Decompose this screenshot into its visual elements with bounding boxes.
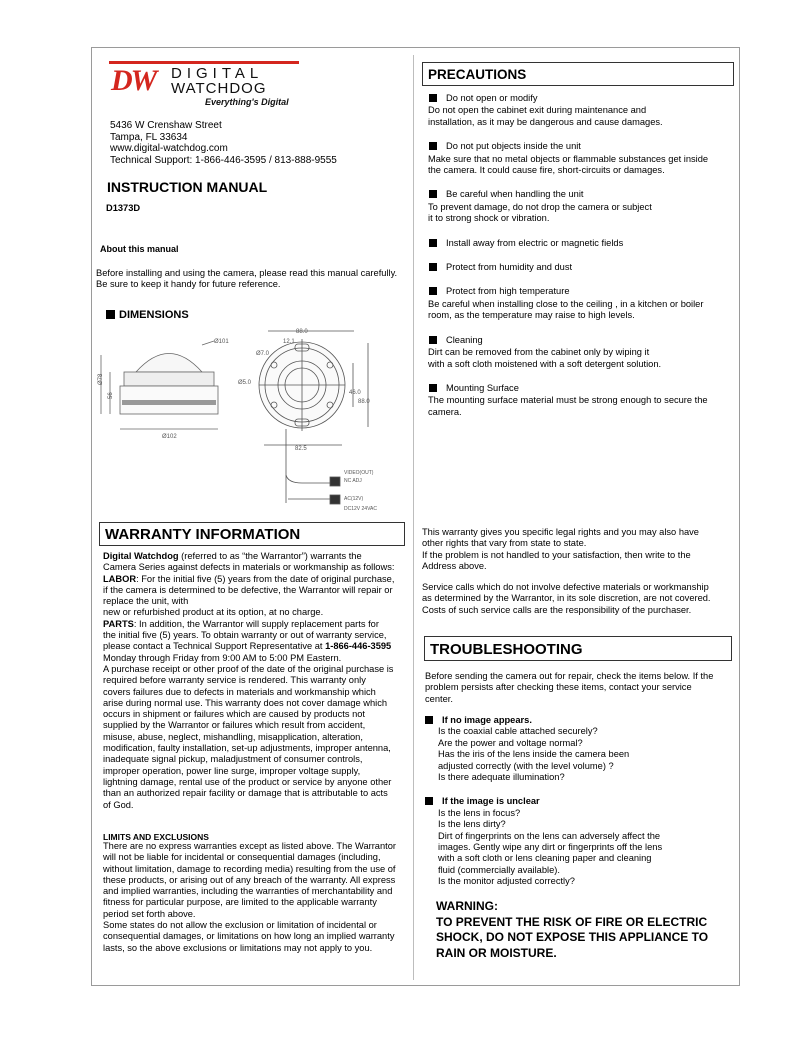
troubleshooting-heading: TROUBLESHOOTING	[430, 641, 583, 658]
service-line: Service calls which do not involve defective materials or workmanship	[422, 582, 709, 592]
precaution-title: Do not put objects inside the unit	[429, 141, 729, 152]
dim-label-hole-1: Ø7.0	[256, 351, 270, 357]
precaution-title: Protect from high temperature	[429, 286, 729, 297]
parts-label: PARTS	[103, 618, 134, 629]
precaution-text: the camera. It could cause fire, short-circuits or damages.	[428, 165, 665, 176]
precaution-title: Install away from electric or magnetic fields	[429, 238, 729, 249]
warranty-heading: WARRANTY INFORMATION	[105, 526, 301, 543]
precaution-text: Be careful when installing close to the ceiling , in a kitchen or boiler	[428, 298, 704, 309]
warranty-line: of God.	[103, 799, 134, 810]
cable-label-power-sub: DC12V 24VAC	[344, 506, 377, 512]
cable-label-video-sub: NC ADJ	[344, 478, 362, 484]
bullet-square-icon	[429, 336, 437, 344]
troubleshooting-check: Is the coaxial cable attached securely?	[438, 726, 598, 737]
precaution-title: Mounting Surface	[429, 383, 729, 394]
brand-logo	[109, 60, 299, 108]
precautions-list	[429, 93, 729, 431]
cable-label-video: VIDEO(OUT)	[344, 470, 374, 476]
precaution-text: To prevent damage, do not drop the camera or subject	[428, 201, 652, 212]
troubleshooting-group	[425, 715, 725, 783]
precaution-title: Cleaning	[429, 335, 729, 346]
warranty-line: modification, faulty installation, set-up adjustments, improper antenna,	[103, 743, 391, 754]
about-line-1: Before installing and using the camera, please read this manual carefully.	[96, 268, 398, 278]
dim-label-top-width: 88.0	[296, 329, 308, 335]
rights-text	[422, 527, 732, 573]
troubleshooting-intro	[425, 671, 735, 705]
precaution-item	[429, 93, 729, 128]
precaution-item	[429, 141, 729, 176]
troubleshooting-check: Has the iris of the lens inside the camera been	[438, 749, 630, 760]
troubleshooting-check: Are the power and voltage normal?	[438, 737, 583, 748]
about-line-2: Be sure to keep it handy for future reference.	[96, 279, 281, 290]
service-calls-text	[422, 582, 732, 616]
company-address	[110, 120, 337, 166]
manual-title: INSTRUCTION MANUAL	[107, 179, 268, 195]
warranty-line: covers failures due to defects in materials and workmanship which	[103, 686, 376, 697]
precaution-text: it to strong shock or vibration.	[428, 213, 550, 224]
precaution-item	[429, 335, 729, 370]
dim-label-base-width: Ø102	[162, 434, 177, 440]
address-city: Tampa, FL 33634	[110, 131, 188, 143]
labor-label: LABOR	[103, 573, 137, 584]
troubleshooting-check: adjusted correctly (with the level volume) ?	[438, 760, 614, 771]
cable-label-power: AC(12V)	[344, 496, 364, 502]
limits-heading: LIMITS AND EXCLUSIONS	[103, 832, 209, 842]
manual-model: D1373D	[106, 203, 141, 213]
precaution-text: room, as the temperature may raise to high levels.	[428, 310, 635, 321]
limits-line: consequential damages, or limitations on how long an implied warranty	[103, 931, 395, 942]
limits-line: lasts, so the above exclusions or limitations may not apply to you.	[103, 942, 373, 953]
warning-heading: WARNING:	[436, 899, 498, 913]
dim-label-screw-gap: 12.1	[283, 339, 295, 345]
precaution-item	[429, 238, 729, 249]
precaution-item	[429, 383, 729, 418]
logo-word-watchdog: WATCHDOG	[171, 80, 267, 97]
troubleshooting-check: Is the lens dirty?	[438, 819, 506, 830]
limits-line: will not be liable for incidental or consequential damages (including,	[103, 852, 381, 863]
dim-label-bottom: 82.5	[295, 446, 307, 452]
precaution-text: Do not open the cabinet exit during maintenance and	[428, 105, 647, 116]
warranty-line: arise during normal use. This warranty does not cover damage which	[103, 697, 388, 708]
troubleshooting-groups	[425, 715, 725, 901]
precaution-text: with a soft cloth moistened with a soft detergent solution.	[428, 358, 662, 369]
precaution-title: Do not open or modify	[429, 93, 729, 104]
precaution-title: Protect from humidity and dust	[429, 262, 729, 273]
column-divider	[413, 55, 414, 980]
troubleshooting-group-title: If the image is unclear	[425, 796, 725, 807]
bullet-square-icon	[429, 287, 437, 295]
warranty-line: supplied by the Warrantor or failures which result from accident,	[103, 720, 366, 731]
warranty-heading-box	[99, 522, 405, 546]
bullet-square-icon	[429, 94, 437, 102]
precaution-text: installation, as it may be dangerous and cause damages.	[428, 116, 663, 127]
dimensions-heading: DIMENSIONS	[106, 309, 189, 321]
warning-line-3: RAIN OR MOISTURE.	[436, 945, 557, 960]
precaution-text: The mounting surface material must be strong enough to secure the	[428, 395, 708, 406]
service-line: Costs of such service calls are the responsibility of the purchaser.	[422, 604, 692, 615]
bullet-square-icon	[429, 142, 437, 150]
precaution-text: camera.	[428, 406, 462, 417]
warrantor-name: Digital Watchdog	[103, 551, 179, 561]
dimensions-drawing	[96, 325, 396, 515]
precaution-text: Make sure that no metal objects or flammable substances get inside	[428, 153, 709, 164]
dim-label-height: Ø78	[98, 373, 104, 385]
warranty-line: A purchase receipt or other proof of the date of the original purchase is	[103, 663, 394, 674]
address-website[interactable]: www.digital-watchdog.com	[110, 143, 228, 155]
limits-line: without limitation, damage to recording media) resulting from the use of	[103, 863, 396, 874]
limits-line: Some states do not allow the exclusion or limitation of incidental or	[103, 920, 377, 931]
precaution-item	[429, 286, 729, 321]
bullet-square-icon	[429, 384, 437, 392]
troubleshooting-intro-line: center.	[425, 693, 453, 704]
warranty-line: than an authorized repair facility or damage that is attributable to acts	[103, 788, 388, 799]
dim-label-outer: 88.0	[358, 399, 370, 405]
limits-body	[103, 841, 413, 954]
bullet-square-icon	[425, 716, 433, 724]
warranty-line: inadequate signal pickup, maladjustment of consumer controls,	[103, 754, 363, 765]
logo-word-digital: DIGITAL	[171, 65, 264, 82]
dim-label-small-height: 56	[108, 392, 114, 399]
about-heading: About this manual	[100, 244, 179, 254]
limits-line: fitness for particular purpose, are limited to the applicable warranty	[103, 897, 377, 908]
warranty-line: misuse, abuse, neglect, mishandling, misapplication, alteration,	[103, 731, 363, 742]
warning-block	[436, 899, 708, 961]
bullet-square-icon	[429, 190, 437, 198]
troubleshooting-intro-line: Before sending the camera out for repair, check the items below. If the	[425, 671, 714, 681]
troubleshooting-check: Is the monitor adjusted correctly?	[438, 876, 575, 887]
warranty-line: improper operation, power line surge, improper voltage supply,	[103, 765, 361, 776]
troubleshooting-group-title: If no image appears.	[425, 715, 725, 726]
troubleshooting-check: Dirt of fingerprints on the lens can adversely affect the	[438, 830, 661, 841]
dim-label-inner: 46.0	[349, 390, 361, 396]
limits-line: and implied warranties, including the warranties of merchantability and	[103, 886, 393, 897]
warranty-line: required before warranty service is rendered. This warranty only	[103, 675, 366, 686]
precaution-item	[429, 189, 729, 224]
rights-line: If the problem is not handled to your satisfaction, then write to the	[422, 549, 691, 560]
about-text	[96, 268, 397, 291]
warranty-line: lightning damage, rental use of the product or service by anyone other	[103, 776, 392, 787]
warning-line-1: TO PREVENT THE RISK OF FIRE OR ELECTRIC	[436, 914, 708, 929]
address-support: Technical Support: 1-866-446-3595 / 813-888-9555	[110, 154, 337, 166]
service-line: as determined by the Warrantor, in its sole discretion, are not covered.	[422, 593, 711, 604]
troubleshooting-check: Is there adequate illumination?	[438, 772, 565, 783]
dim-label-top-diameter: Ø101	[214, 339, 229, 345]
limits-line: these products, or arising out of any breach of the warranty. All express	[103, 874, 396, 885]
precaution-title: Be careful when handling the unit	[429, 189, 729, 200]
rights-line: other rights that vary from state to state.	[422, 538, 587, 549]
troubleshooting-heading-box	[424, 636, 732, 661]
rights-line: Address above.	[422, 561, 487, 572]
troubleshooting-check: images. Gently wipe any dirt or fingerprints off the lens	[438, 842, 663, 853]
limits-line: There are no express warranties except as listed above. The Warrantor	[103, 841, 396, 851]
warranty-body: Digital Watchdog (referred to as “the Warrantor”) warrants the Camera Series against defects in materials or workmanship as follows: LABOR: For the initial five (5) years from the date of original purchase, if the camera is determined to be defective, the Warrantor will repair or replace the unit, with new or refurbished product at its option, at no charge. PARTS: In addition, the Warrantor will supply replacement parts for the initial five (5) years. To obtain warranty or out of warranty service, please contact a Technical Support Representative at 1-866-446-3595 Monday through Friday from 9:00 AM to 5:00 PM Eastern. A purchase receipt or other proof of the date of the original purchase is required before warranty service is rendered. This warranty only covers failures due to defects in materials and workmanship which arise during normal use. This warranty does not cover damage which occurs in shipment or failures which are caused by products not supplied by the Warrantor or failures which result from accident, misuse, abuse, neglect, mishandling, misapplication, alteration, modification, faulty installation, set-up adjustments, improper antenna, inadequate signal pickup, maladjustment of consumer controls, improper operation, power line surge, improper voltage supply, lightning damage, rental use of the product or service by anyone other than an authorized repair facility or damage that is attributable to acts of God.	[103, 551, 413, 811]
precautions-heading: PRECAUTIONS	[428, 67, 527, 82]
troubleshooting-check: fluid (commercially available).	[438, 864, 560, 875]
bullet-square-icon	[429, 239, 437, 247]
dim-label-hole-2: Ø5.0	[238, 380, 252, 386]
support-phone: 1-866-446-3595	[325, 641, 392, 652]
precaution-text: Dirt can be removed from the cabinet only by wiping it	[428, 347, 650, 358]
troubleshooting-group	[425, 796, 725, 887]
logo-tagline: Everything's Digital	[205, 97, 289, 107]
bullet-square-icon	[429, 263, 437, 271]
warranty-line: occurs in shipment or failures which are caused by products not	[103, 709, 365, 720]
logo-mark: DW	[111, 64, 156, 97]
side-view	[101, 341, 218, 429]
troubleshooting-check: Is the lens in focus?	[438, 807, 521, 818]
warranty-line: Monday through Friday from 9:00 AM to 5:00 PM Eastern.	[103, 652, 342, 663]
rights-line: This warranty gives you specific legal rights and you may also have	[422, 527, 699, 537]
bullet-square-icon	[425, 797, 433, 805]
troubleshooting-intro-line: problem persists after checking these items, contact your service	[425, 682, 692, 693]
precautions-heading-box	[422, 62, 734, 86]
limits-line: period set forth above.	[103, 908, 196, 919]
address-street: 5436 W Crenshaw Street	[110, 120, 222, 131]
troubleshooting-check: with a soft cloth or lens cleaning paper and cleaning	[438, 853, 652, 864]
precaution-item	[429, 262, 729, 273]
bullet-square-icon	[106, 310, 115, 319]
warning-line-2: SHOCK, DO NOT EXPOSE THIS APPLIANCE TO	[436, 930, 709, 944]
